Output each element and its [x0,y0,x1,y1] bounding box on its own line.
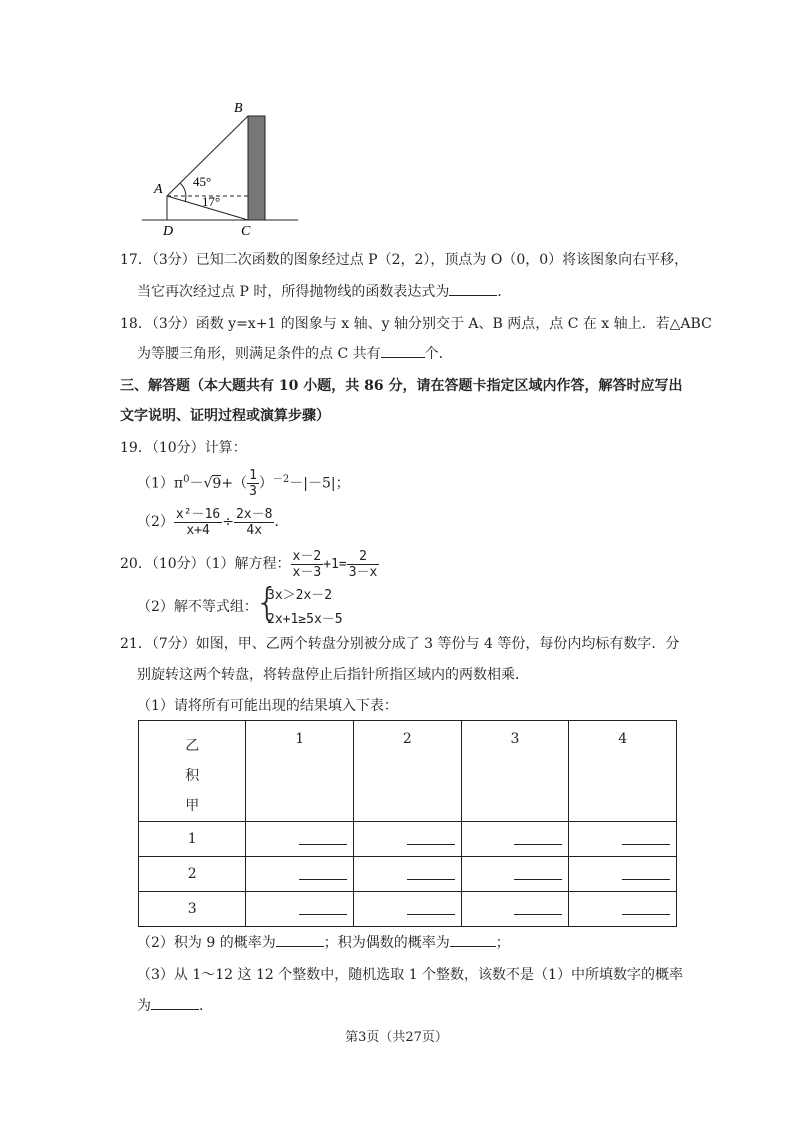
label-b: B [234,101,243,116]
corner-top: 乙 [185,738,200,754]
answer-cell[interactable] [354,822,462,857]
sqrt-icon: √ [203,475,213,492]
answer-blank[interactable] [449,281,497,296]
q18-end: 个． [424,346,453,362]
column-header-label: 1 [295,731,305,747]
answer-blank[interactable] [299,857,347,880]
frac-num: 2 [347,549,380,565]
angle-45-label: 45° [193,174,212,189]
building-rect [248,116,265,220]
frac-den: x－3 [292,564,322,580]
row-header [139,892,246,927]
section3-heading-line2: 文字说明、证明过程或演算步骤） [120,408,330,424]
q21-p3-prefix: 为 [137,998,151,1014]
answer-cell[interactable] [461,857,569,892]
answer-blank[interactable] [622,892,670,915]
frac-den: 4x [246,522,263,538]
table-row [139,822,677,857]
q19-part2 [137,505,288,539]
q21-line1: 21．（7分）如图，甲、乙两个转盘分别被分成了 3 等份与 4 等份，每份内均标有数字．分 [120,636,680,652]
left-brace-icon: { [255,580,280,624]
minus: － [189,475,204,492]
frac-num: x－2 [292,548,322,564]
answer-cell[interactable] [246,892,354,927]
plus-one-equals: +1= [323,557,347,572]
answer-blank[interactable] [622,857,670,880]
column-header [354,721,462,822]
label-d: D [163,224,174,235]
divide-sign: ÷ [222,514,234,530]
q21-p2-a: （2）积为 9 的概率为 [137,935,276,951]
answer-blank[interactable] [381,343,425,358]
q20-p1-prefix: 20．（10分）（1）解方程： [120,556,291,572]
angle-arc [180,183,186,202]
frac-den: 3 [249,484,257,500]
result-table [138,720,677,927]
row-header-label: 2 [187,866,197,882]
answer-blank[interactable] [622,822,670,845]
table-row [139,892,677,927]
fraction-1 [174,507,222,538]
table-header-row [139,721,677,822]
q20-p2-prefix: （2）解不等式组： [137,599,258,615]
q18-line2 [137,343,453,363]
fraction-one-third [247,468,259,499]
column-header [569,721,677,822]
sqrt-arg: 9 [212,475,222,492]
answer-blank[interactable] [450,932,496,947]
close-paren: ） [258,475,273,492]
inequality-1: 3x＞2x－2 [267,588,333,603]
exp-neg-two: －2 [272,474,290,485]
column-header-label: 3 [510,731,520,747]
table-row [139,857,677,892]
fraction-2 [347,549,380,580]
q21-line2: 别旋转这两个转盘，将转盘停止后指针所指区域内的两数相乘． [137,667,529,683]
row-header-label: 3 [187,901,197,917]
corner-bot: 甲 [185,798,200,814]
q20-part1 [120,546,379,582]
label-c: C [241,224,251,235]
table-corner-cell [139,721,246,822]
exp-zero: 0 [183,474,190,485]
q19-part1 [137,466,350,500]
inequality-2: 2x+1≥5x－5 [267,612,343,627]
column-header-label: 2 [402,731,412,747]
answer-blank[interactable] [514,857,562,880]
section3-heading-line1: 三、解答题（本大题共有 10 小题，共 86 分，请在答题卡指定区域内作答，解答时应写出 [120,378,683,394]
fraction-1 [291,549,324,580]
q17-line2 [137,281,511,301]
frac-num: 2x－8 [235,506,273,522]
answer-cell[interactable] [354,892,462,927]
answer-blank[interactable] [299,822,347,845]
frac-den: 3－x [348,564,378,580]
q21-part1: （1）请将所有可能出现的结果填入下表： [137,698,398,714]
answer-blank[interactable] [514,892,562,915]
answer-cell[interactable] [569,857,677,892]
abs-tail: －|－5|； [289,475,350,492]
q19-p2-end: ． [274,514,289,530]
answer-cell[interactable] [569,822,677,857]
answer-cell[interactable] [569,892,677,927]
row-header [139,857,246,892]
plus-open: +（ [221,475,248,492]
answer-cell[interactable] [354,857,462,892]
q18-line2-text: 为等腰三角形，则满足条件的点 C 共有 [137,346,381,362]
answer-cell[interactable] [246,857,354,892]
column-header-label: 4 [618,731,628,747]
answer-blank[interactable] [151,995,199,1010]
q19-p2-prefix: （2） [137,514,174,530]
q21-p2-end: ； [495,935,510,951]
q21-part2 [137,932,510,952]
answer-cell[interactable] [246,822,354,857]
column-header [461,721,569,822]
fraction-2 [234,507,274,538]
answer-blank[interactable] [407,857,455,880]
q17-line2-text: 当它再次经过点 P 时，所得抛物线的函数表达式为 [137,284,450,300]
q21-p3-end: ． [199,998,213,1014]
q17-line1: 17．（3分）已知二次函数的图象经过点 P（2，2），顶点为 O（0，0）将该图象向右平移， [120,252,689,268]
q21-part3-line1: （3）从 1～12 这 12 个整数中，随机选取 1 个整数，该数不是（1）中所填数字的概率 [137,967,683,983]
answer-blank[interactable] [514,822,562,845]
geometry-figure [130,95,310,235]
corner-mid: 积 [185,768,200,784]
column-header [246,721,354,822]
frac-num: x²－16 [175,506,221,522]
page-footer: 第3页（共27页） [345,1030,448,1045]
q19-p1-prefix: （1）π [137,475,184,492]
label-a: A [154,182,163,197]
q21-p2-b: ；积为偶数的概率为 [323,935,450,951]
q17-end: ． [497,284,512,300]
frac-num: 1 [249,468,257,484]
q19-title: 19．（10分）计算： [120,440,247,456]
answer-blank[interactable] [407,822,455,845]
row-header-label: 1 [187,831,197,847]
answer-cell[interactable] [461,892,569,927]
frac-den: x+4 [186,522,210,538]
answer-blank[interactable] [299,892,347,915]
answer-blank[interactable] [407,892,455,915]
answer-blank[interactable] [276,932,324,947]
q21-part3-line2 [137,995,213,1015]
answer-cell[interactable] [461,822,569,857]
angle-17-label: 17° [202,194,221,209]
row-header [139,822,246,857]
q18-line1: 18．（3分）函数 y=x+1 的图象与 x 轴、y 轴分别交于 A、B 两点，点 C 在 x 轴上．若△ABC [120,316,712,332]
